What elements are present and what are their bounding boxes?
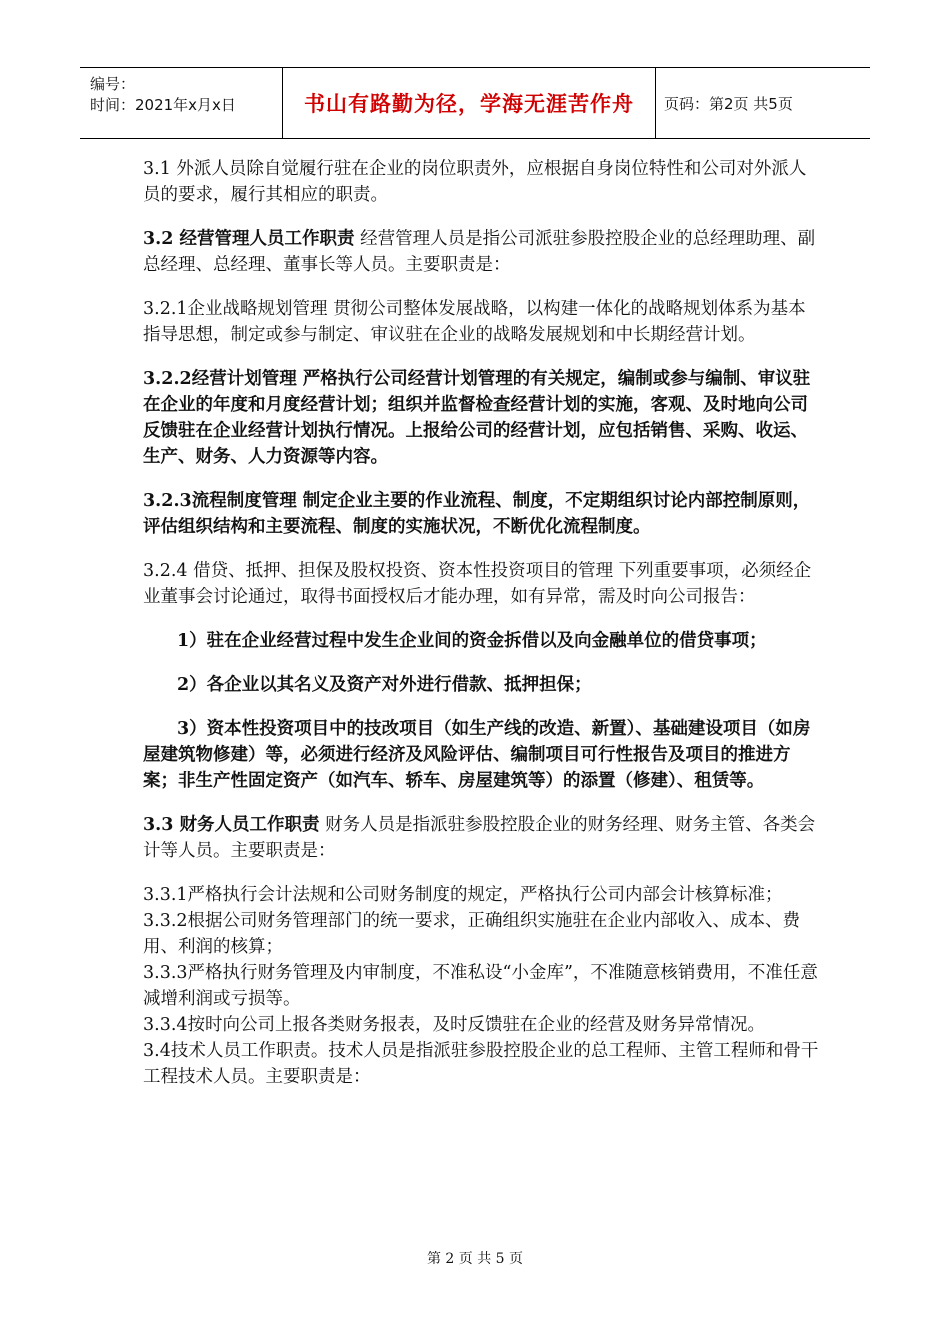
paragraph-3-3-1: 3.3.1严格执行会计法规和公司财务制度的规定，严格执行公司内部会计核算标准； [143, 885, 783, 905]
list-item-1: 1）驻在企业经营过程中发生企业间的资金拆借以及向金融单位的借贷事项； [177, 631, 767, 651]
paragraph-3-2-2: 3.2.2经营计划管理 严格执行公司经营计划管理的有关规定，编制或参与编制、审议驻在企业的年度和月度经营计划；组织并监督检查经营计划的实施，客观、及时地向公司反馈驻在企业经营计划执行情况。上报给公司的经营计划，应包括销售、采购、收运、生产、财务、人力资源等内容。 [143, 369, 811, 467]
list-item-2: 2）各企业以其名义及资产对外进行借款、抵押担保； [177, 675, 592, 695]
document-code: 编号： [90, 75, 136, 93]
paragraph-3-2-1: 3.2.1企业战略规划管理 贯彻公司整体发展战略，以构建一体化的战略规划体系为基本指导思想，制定或参与制定、审议驻在企业的战略发展规划和中长期经营计划。 [143, 299, 806, 345]
paragraph-3-2-4: 3.2.4 借贷、抵押、担保及股权投资、资本性投资项目的管理 下列重要事项，必须经企业董事会讨论通过，取得书面授权后才能办理，如有异常，需及时向公司报告： [143, 561, 812, 607]
section-heading-3-3: 3.3 财务人员工作职责 [143, 815, 320, 835]
paragraph-3-3-body: 财务人员是指派驻参股控股企业的财务经理、财务主管、各类会计等人员。主要职责是： [143, 815, 816, 861]
paragraph-3-2-body: 经营管理人员是指公司派驻参股控股企业的总经理助理、副总经理、总经理、董事长等人员。主要职责是： [143, 229, 816, 275]
header-motto: 书山有路勤为径，学海无涯苦作舟 [282, 68, 656, 138]
document-body [143, 156, 823, 1090]
list-item-3: 3）资本性投资项目中的技改项目（如生产线的改造、新置）、基础建设项目（如房屋建筑物修建）等，必须进行经济及风险评估、编制项目可行性报告及项目的推进方案；非生产性固定资产（如汽车、轿车、房屋建筑等）的添置（修建）、租赁等。 [143, 719, 811, 791]
document-date: 时间：2021年x月x日 [90, 96, 236, 114]
section-heading-3-2: 3.2 经营管理人员工作职责 [143, 229, 355, 249]
paragraph-3-3-2: 3.3.2根据公司财务管理部门的统一要求，正确组织实施驻在企业内部收入、成本、费用、利润的核算； [143, 911, 801, 957]
header-meta [80, 68, 282, 138]
header-page-info: 页码：第2页 共5页 [664, 94, 793, 113]
paragraph-3-4: 3.4技术人员工作职责。技术人员是指派驻参股控股企业的总工程师、主管工程师和骨干工程技术人员。主要职责是： [143, 1041, 819, 1087]
paragraph-3-3-3: 3.3.3严格执行财务管理及内审制度，不准私设“小金库”，不准随意核销费用，不准任意减增利润或亏损等。 [143, 963, 818, 1009]
paragraph-3-3 [143, 812, 823, 864]
page-footer: 第 2 页 共 5 页 [426, 1251, 524, 1267]
paragraph-3-2-3: 3.2.3流程制度管理 制定企业主要的作业流程、制度，不定期组织讨论内部控制原则，评估组织结构和主要流程、制度的实施状况，不断优化流程制度。 [143, 491, 811, 537]
page-header [80, 67, 870, 139]
paragraph-3-3-4: 3.3.4按时向公司上报各类财务报表，及时反馈驻在企业的经营及财务异常情况。 [143, 1015, 766, 1035]
paragraph-3-1: 3.1 外派人员除自觉履行驻在企业的岗位职责外，应根据自身岗位特性和公司对外派人员的要求，履行其相应的职责。 [143, 159, 807, 205]
paragraph-3-2 [143, 226, 823, 278]
